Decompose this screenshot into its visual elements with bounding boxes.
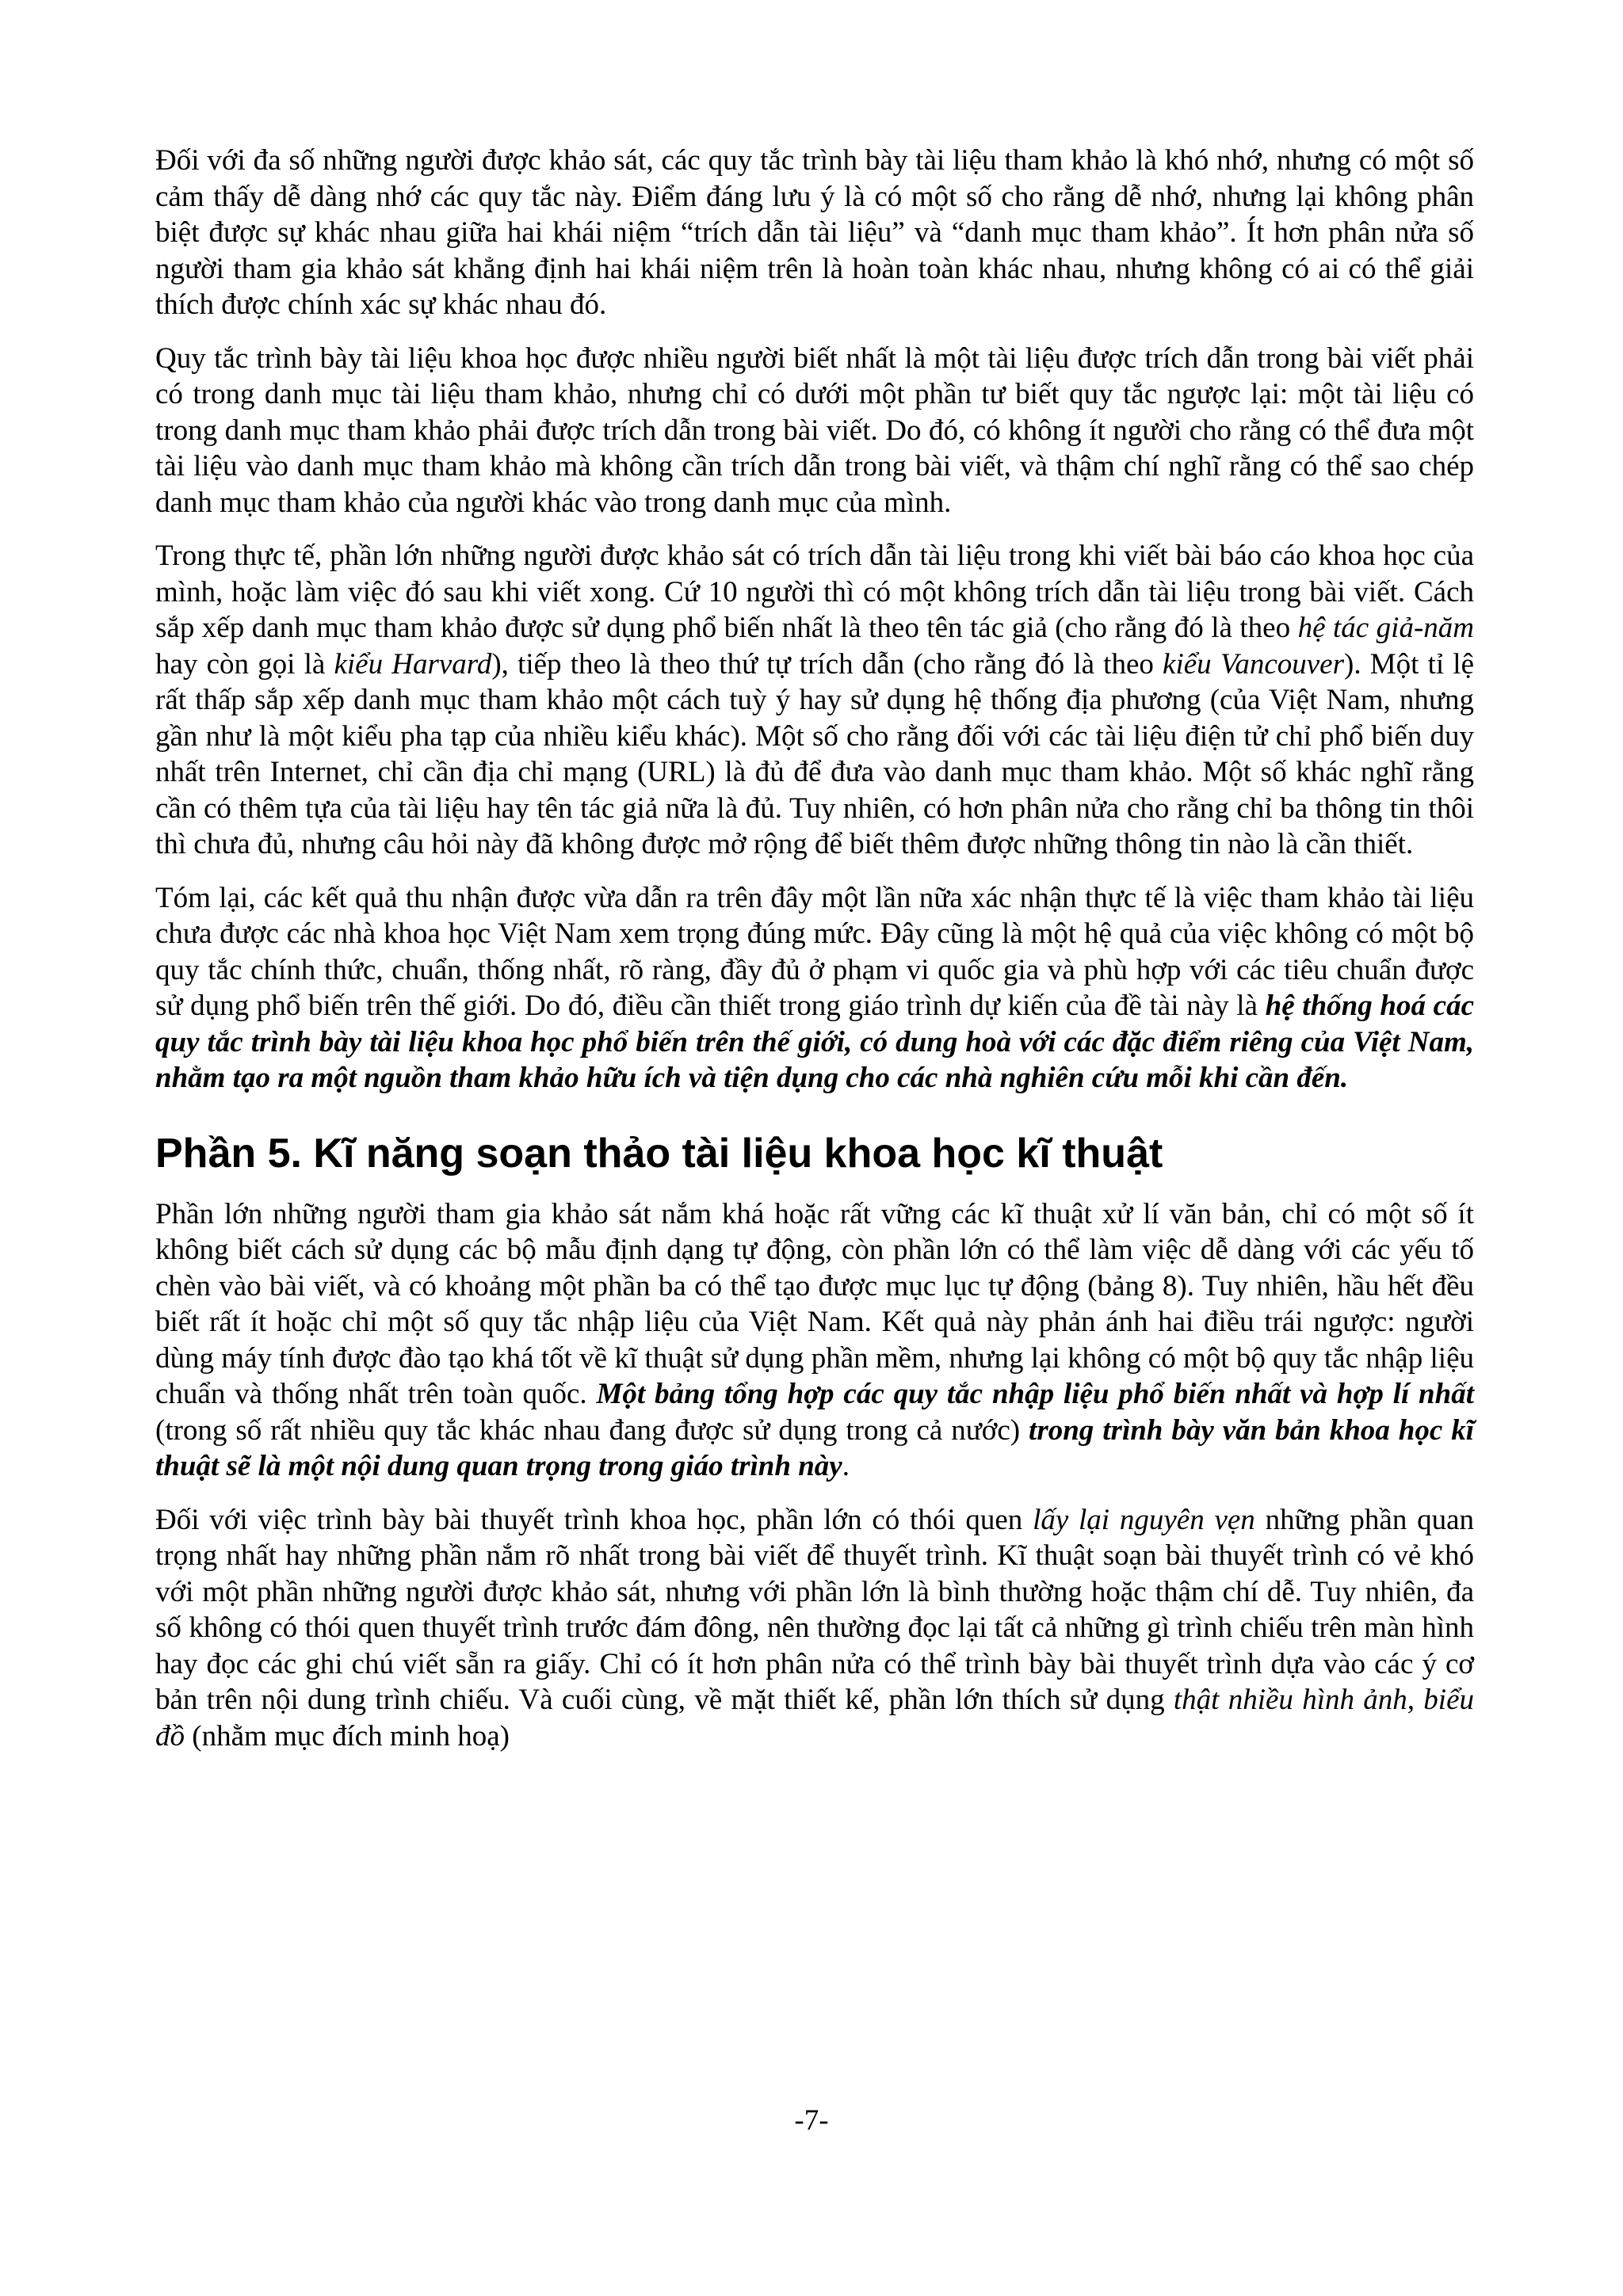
body-text-section-5 xyxy=(155,1196,1474,1755)
text-run: (trong số rất nhiều quy tắc khác nhau đang được sử dụng trong cả nước) xyxy=(155,1413,1029,1447)
section-heading: Phần 5. Kĩ năng soạn thảo tài liệu khoa học kĩ thuật xyxy=(155,1130,1163,1177)
text-run: Tóm lại, các kết quả thu nhận được vừa dẫn ra trên đây một lần nữa xác nhận thực tế là việc tham khảo tài liệu chưa được các nhà khoa học Việt Nam xem trọng đúng mức. Đây cũng là một hệ quả của việc không có một bộ quy tắc chính thức, chuẩn, thống nhất, rõ ràng, đầy đủ ở phạm vi quốc gia và phù hợp với các tiêu chuẩn được sử dụng phổ biến trên thế giới. Do đó, điều cần thiết trong giáo trình dự kiến của đề tài này là xyxy=(155,881,1474,1022)
paragraph xyxy=(155,341,1474,521)
text-run: những phần quan trọng nhất hay những phần nắm rõ nhất trong bài viết để thuyết trình. Kĩ thuật soạn bài thuyết trình có vẻ khó với một phần những người được khảo sát, nhưng với phần lớn là bình thường hoặc thậm chí dễ. Tuy nhiên, đa số không có thói quen thuyết trình trước đám đông, nên thường đọc lại tất cả những gì trình chiếu trên màn hình hay đọc các ghi chú viết sẵn ra giấy. Chỉ có ít hơn phân nửa có thể trình bày bài thuyết trình dựa vào các ý cơ bản trên nội dung trình chiếu. Và cuối cùng, về mặt thiết kế, phần lớn thích sử dụng xyxy=(155,1503,1475,1716)
paragraph xyxy=(155,880,1474,1097)
paragraph xyxy=(155,143,1474,323)
paragraph xyxy=(155,1502,1474,1755)
text-run: (nhằm mục đích minh hoạ) xyxy=(185,1719,510,1753)
bold-italic-text-run: trong trình bày văn bản khoa học kĩ thuật sẽ là một nội dung quan trọng trong giáo trình này xyxy=(155,1413,1474,1482)
body-text-section-4 xyxy=(155,143,1474,1097)
bold-italic-text-run: Một bảng tổng hợp các quy tắc nhập liệu phổ biến nhất và hợp lí nhất xyxy=(596,1378,1474,1410)
document-page xyxy=(155,143,1474,1772)
paragraph xyxy=(155,1196,1474,1485)
text-run: . xyxy=(842,1450,850,1482)
bold-italic-text-run: hệ thống hoá các quy tắc trình bày tài liệu khoa học phổ biến trên thế giới, có dung hoà với các đặc điểm riêng của Việt Nam, nhằm tạo ra một nguồn tham khảo hữu ích và tiện dụng cho các nhà nghiên cứu mỗi khi cần đến. xyxy=(155,990,1474,1094)
text-run: Đối với việc trình bày bài thuyết trình khoa học, phần lớn có thói quen xyxy=(155,1503,1033,1536)
italic-text-run: lấy lại nguyên vẹn xyxy=(1033,1503,1255,1536)
text-run: Trong thực tế, phần lớn những người được khảo sát có trích dẫn tài liệu trong khi viết bài báo cáo khoa học của mình, hoặc làm việc đó sau khi viết xong. Cứ 10 người thì có một không trích dẫn tài liệu trong bài viết. Cách sắp xếp danh mục tham khảo được sử dụng phổ biến nhất là theo tên tác giả (cho rằng đó là theo xyxy=(155,540,1474,644)
text-run: ). Một tỉ lệ rất thấp sắp xếp danh mục tham khảo một cách tuỳ ý hay sử dụng hệ thống địa phương (của Việt Nam, nhưng gần như là một kiểu pha tạp của nhiều kiểu khác). Một số cho rằng đối với các tài liệu điện tử chỉ phổ biến duy nhất trên Internet, chỉ cần địa chỉ mạng (URL) là đủ để đưa vào danh mục tham khảo. Một số khác nghĩ rằng cần có thêm tựa của tài liệu hay tên tác giả nữa là đủ. Tuy nhiên, có hơn phân nửa cho rằng chỉ ba thông tin thôi thì chưa đủ, nhưng câu hỏi này đã không được mở rộng để biết thêm được những thông tin nào là cần thiết. xyxy=(155,647,1474,860)
italic-text-run: kiểu Vancouver xyxy=(1163,647,1344,681)
page-number: -7- xyxy=(794,2104,829,2137)
text-run: Đối với đa số những người được khảo sát, các quy tắc trình bày tài liệu tham khảo là khó nhớ, nhưng có một số cảm thấy dễ dàng nhớ các quy tắc này. Điểm đáng lưu ý là có một số cho rằng dễ nhớ, nhưng lại không phân biệt được sự khác nhau giữa hai khái niệm “trích dẫn tài liệu” và “danh mục tham khảo”. Ít hơn phân nửa số người tham gia khảo sát khẳng định hai khái niệm trên là hoàn toàn khác nhau, nhưng không có ai có thể giải thích được chính xác sự khác nhau đó. xyxy=(155,144,1474,321)
text-run: Quy tắc trình bày tài liệu khoa học được nhiều người biết nhất là một tài liệu được trích dẫn trong bài viết phải có trong danh mục tài liệu tham khảo, nhưng chỉ có dưới một phần tư biết quy tắc ngược lại: một tài liệu có trong danh mục tham khảo phải được trích dẫn trong bài viết. Do đó, có không ít người cho rằng có thể đưa một tài liệu vào danh mục tham khảo mà không cần trích dẫn trong bài viết, và thậm chí nghĩ rằng có thể sao chép danh mục tham khảo của người khác vào trong danh mục của mình. xyxy=(155,341,1474,519)
text-run: hay còn gọi là xyxy=(155,647,334,681)
text-run: Phần lớn những người tham gia khảo sát nắm khá hoặc rất vững các kĩ thuật xử lí văn bản, chỉ có một số ít không biết cách sử dụng các bộ mẫu định dạng tự động, còn phần lớn có thể làm việc dễ dàng với các yếu tố chèn vào bài viết, và có khoảng một phần ba có thể tạo được mục lục tự động (bảng 8). Tuy nhiên, hầu hết đều biết rất ít hoặc chỉ một số quy tắc nhập liệu của Việt Nam. Kết quả này phản ánh hai điều trái ngược: người dùng máy tính được đào tạo khá tốt về kĩ thuật sử dụng phần mềm, nhưng lại không có một bộ quy tắc nhập liệu chuẩn và thống nhất trên toàn quốc. xyxy=(155,1197,1474,1410)
italic-text-run: thật nhiều hình ảnh, biểu đồ xyxy=(155,1684,1474,1753)
italic-text-run: hệ tác giả-năm xyxy=(1297,612,1475,644)
paragraph xyxy=(155,538,1474,863)
italic-text-run: kiểu Harvard xyxy=(334,647,492,681)
text-run: ), tiếp theo là theo thứ tự trích dẫn (cho rằng đó là theo xyxy=(491,647,1163,681)
